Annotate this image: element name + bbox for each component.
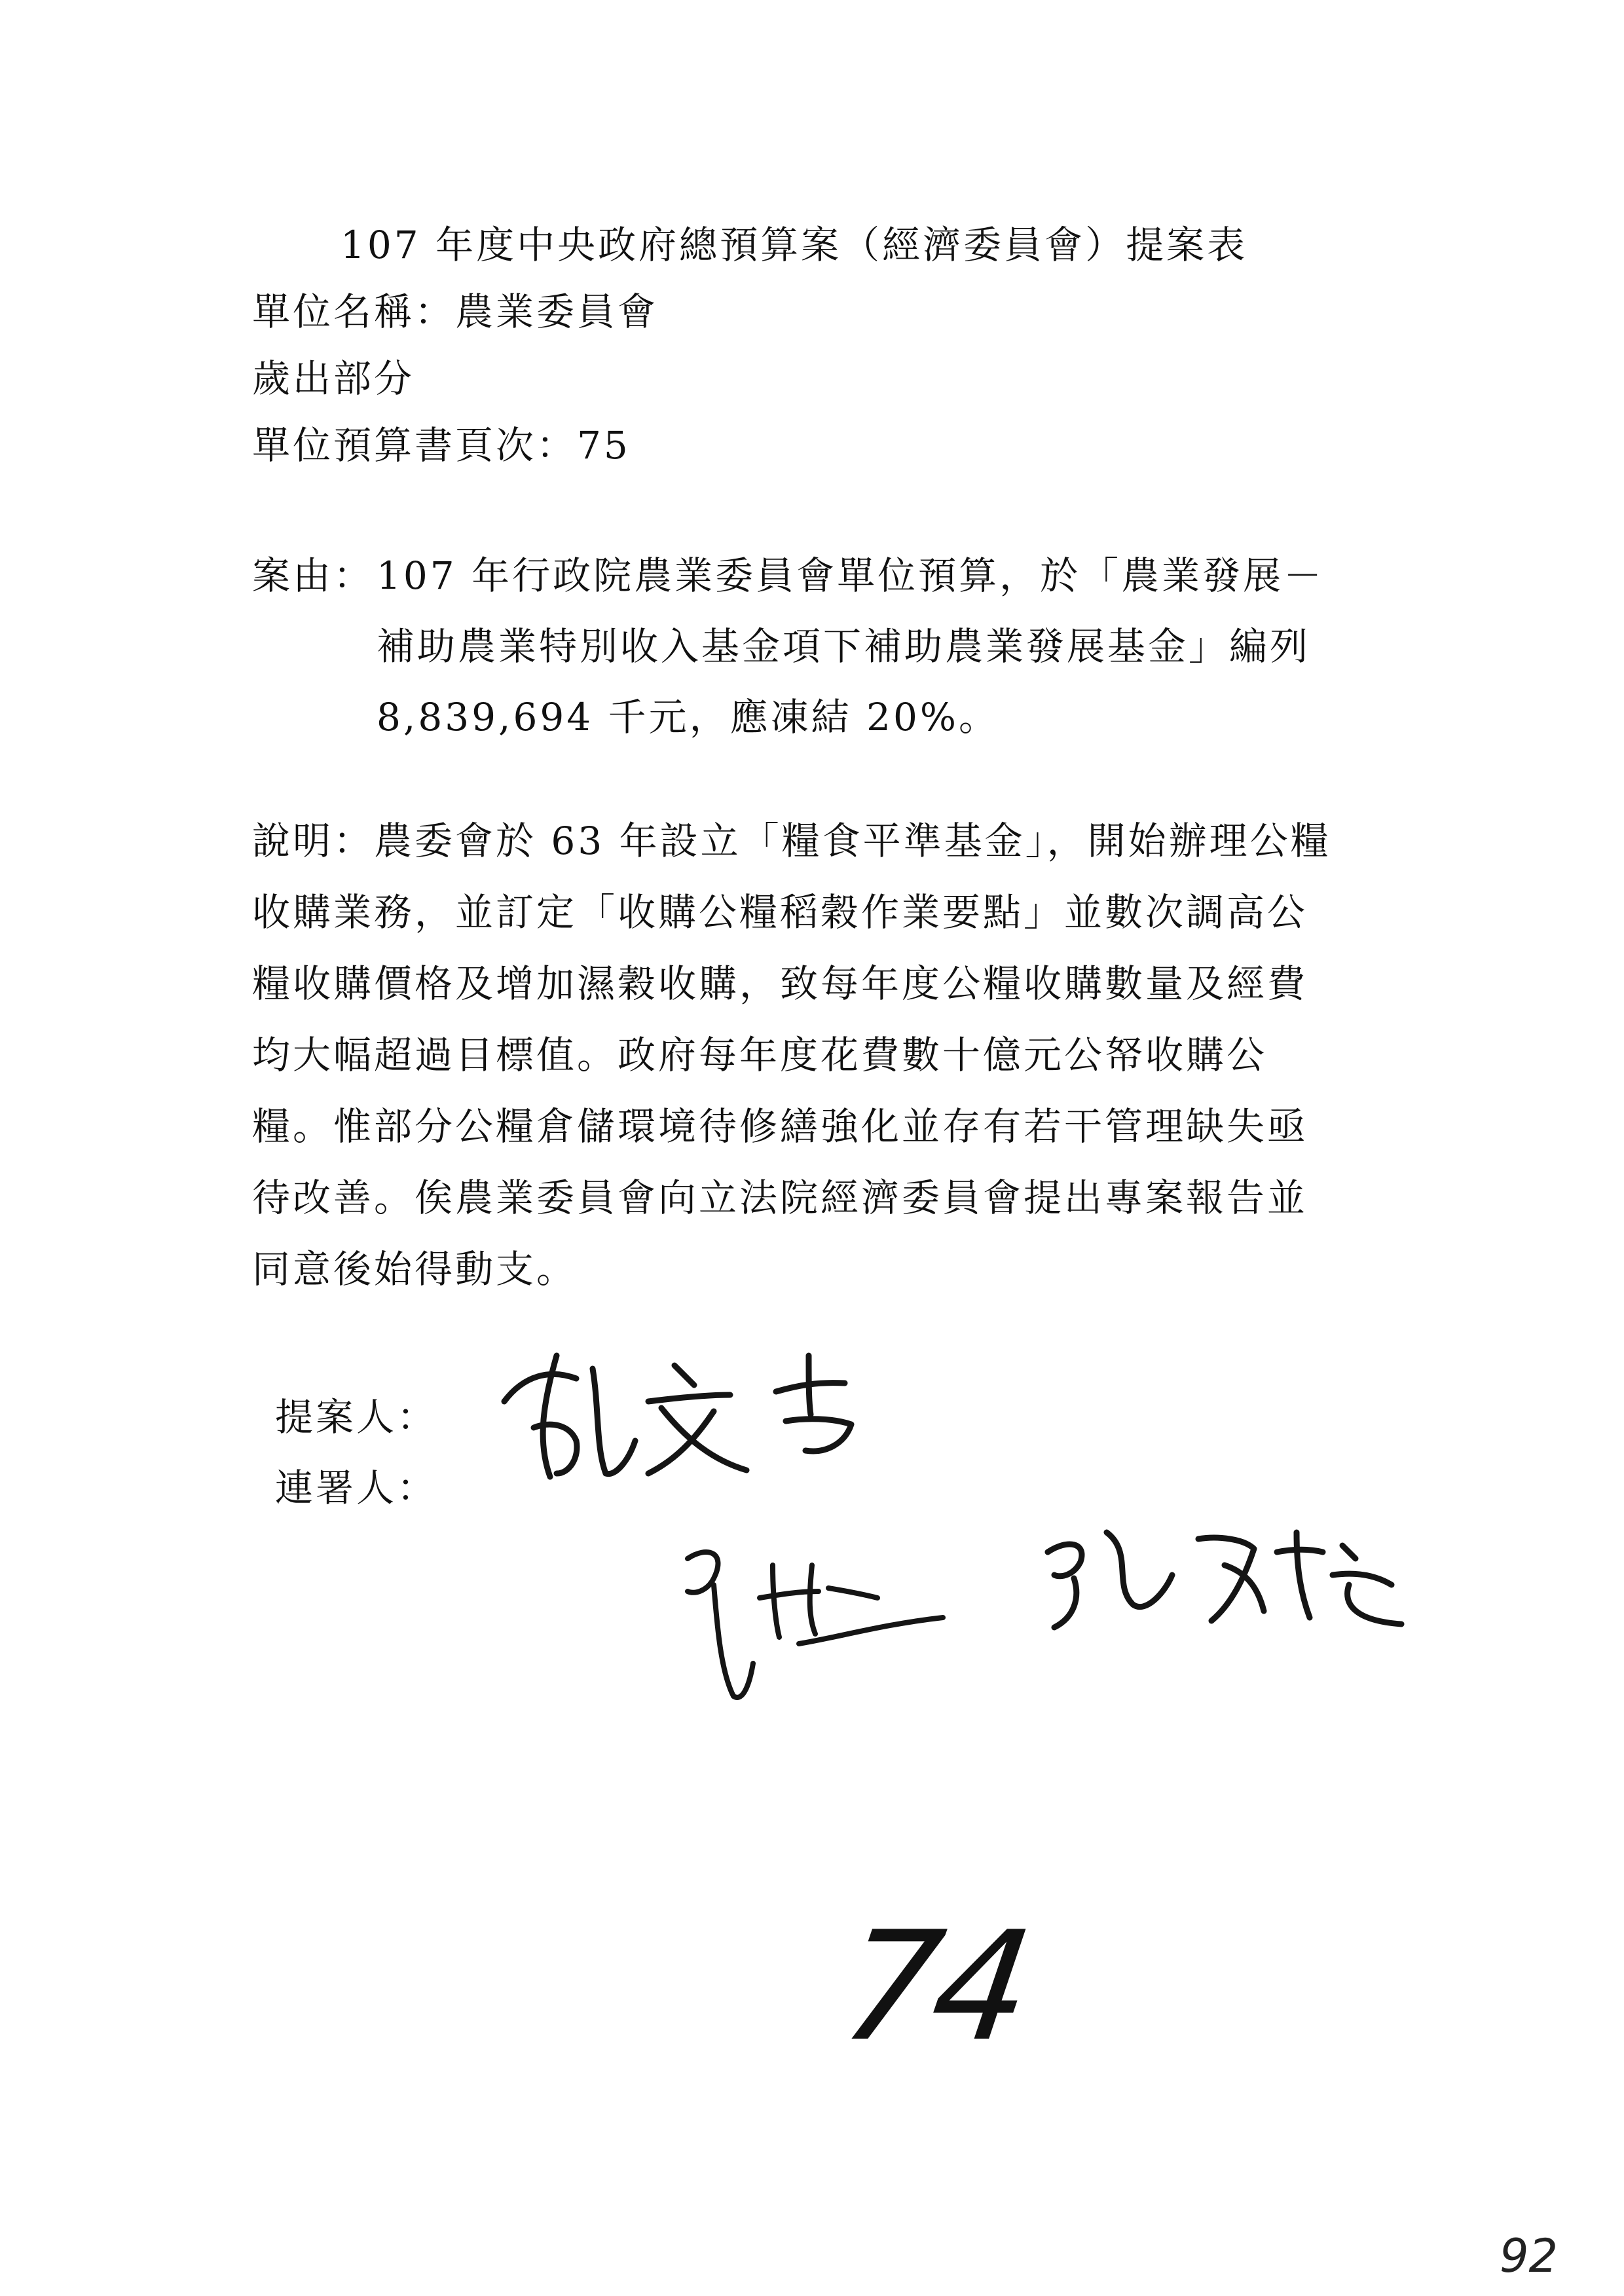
description-block	[252, 819, 1392, 1291]
document-title: 107 年度中央政府總預算案（經濟委員會）提案表	[341, 223, 1248, 267]
description-line: 均大幅超過目標值。政府每年度花費數十億元公帑收購公	[252, 1033, 1268, 1077]
description-line: 說明：農委會於 63 年設立「糧食平準基金」，開始辦理公糧	[252, 819, 1331, 863]
description-line: 待改善。俟農業委員會向立法院經濟委員會提出專案報告並	[252, 1176, 1308, 1220]
signature-labels	[275, 1395, 438, 1510]
proposer-signature	[478, 1329, 884, 1487]
unit-name: 單位名稱：農業委員會	[252, 289, 659, 334]
corner-page-number: 92	[1500, 2229, 1559, 2283]
cosigner-signature	[668, 1526, 982, 1722]
description-line: 同意後始得動支。	[252, 1247, 578, 1291]
description-line: 收購業務，並訂定「收購公糧稻穀作業要點」並數次調高公	[252, 890, 1308, 935]
section-label: 歲出部分	[252, 356, 415, 401]
description-line: 糧收購價格及增加濕穀收購，致每年度公糧收購數量及經費	[252, 961, 1308, 1006]
case-text	[377, 553, 1325, 739]
proposer-label: 提案人：	[275, 1395, 438, 1439]
case-line: 107 年行政院農業委員會單位預算，於「農業發展－	[377, 553, 1325, 598]
case-label: 案由：	[252, 553, 375, 598]
case-line: 補助農業特別收入基金項下補助農業發展基金」編列	[377, 624, 1311, 669]
handwritten-page-number: 74	[832, 1900, 1036, 2075]
case-line: 8,839,694 千元，應凍結 20%。	[377, 695, 999, 739]
description-line: 糧。惟部分公糧倉儲環境待修繕強化並存有若干管理缺失亟	[252, 1104, 1308, 1149]
case-block	[252, 553, 1392, 739]
cosigner-signature	[1035, 1513, 1414, 1637]
budget-page-reference: 單位預算書頁次：75	[252, 423, 631, 468]
cosigner-label: 連署人：	[275, 1466, 438, 1510]
